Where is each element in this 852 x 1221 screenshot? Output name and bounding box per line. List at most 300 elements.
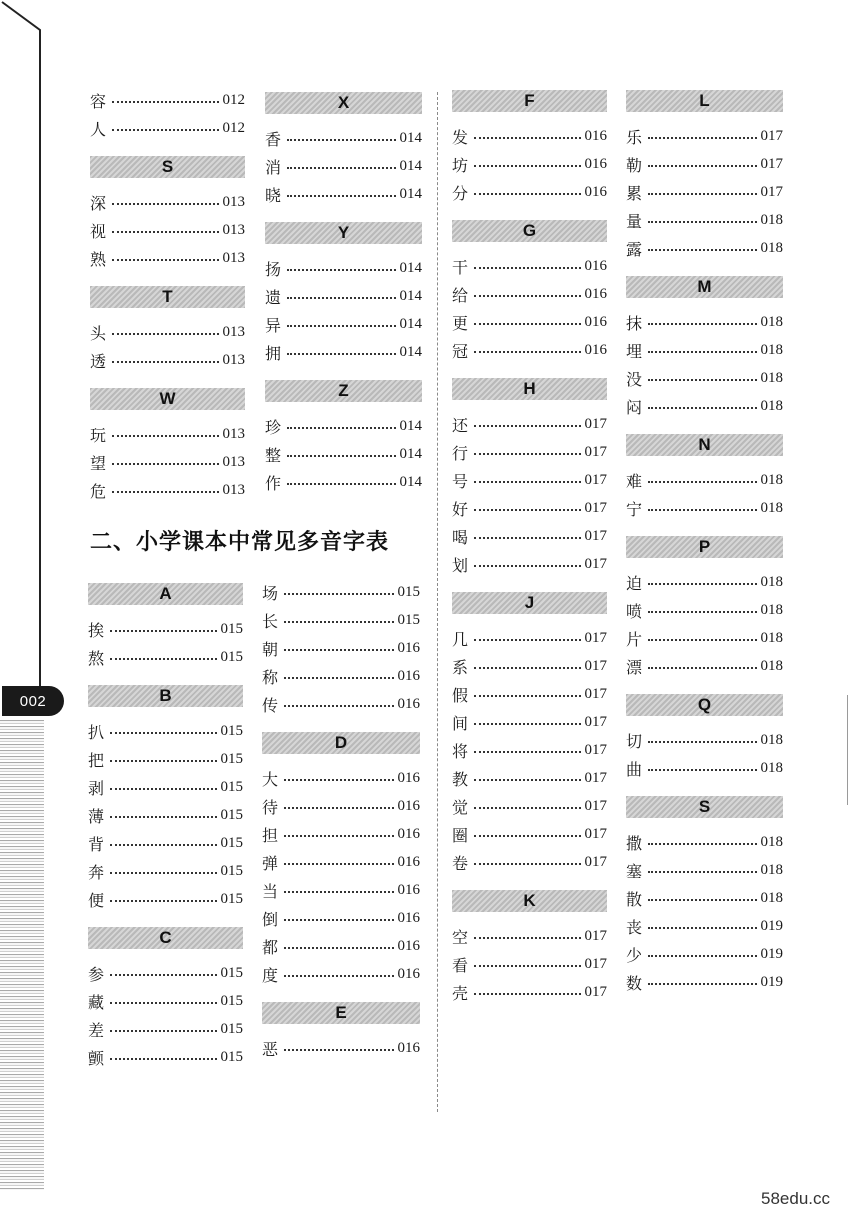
entry-character: 晓 [265,185,282,205]
entry-character: 坊 [452,155,469,175]
dot-leader [112,463,219,465]
entry-page: 016 [397,881,420,898]
dot-leader [284,649,394,651]
index-entry [626,726,783,754]
index-column-4 [262,578,420,1062]
dot-leader [648,221,757,223]
entry-character: 熬 [88,648,105,668]
entry-character: 看 [452,955,469,975]
entry-character: 倒 [262,909,279,929]
entry-character: 教 [452,769,469,789]
dot-leader [474,137,581,139]
entry-character: 几 [452,629,469,649]
dot-leader [474,639,581,641]
dot-leader [474,453,581,455]
entry-page: 014 [399,129,422,146]
index-entry [452,950,607,978]
entry-character: 少 [626,945,643,965]
entry-page: 014 [399,185,422,202]
dot-leader [112,333,219,335]
index-entry [626,150,783,178]
index-entry [90,114,245,142]
entry-character: 行 [452,443,469,463]
entry-page: 016 [584,313,607,330]
entry-page: 017 [584,471,607,488]
entry-page: 016 [397,639,420,656]
entry-character: 漂 [626,657,643,677]
entry-character: 干 [452,257,469,277]
index-entry [265,282,422,310]
entry-page: 017 [584,955,607,972]
dot-leader [648,407,757,409]
entry-character: 卷 [452,853,469,873]
entry-character: 传 [262,695,279,715]
entry-character: 便 [88,890,105,910]
entry-page: 015 [220,964,243,981]
dot-leader [284,919,394,921]
entry-character: 都 [262,937,279,957]
letter-header: L [626,90,783,112]
entry-page: 016 [397,695,420,712]
entry-character: 颤 [88,1048,105,1068]
entry-page: 012 [222,119,245,136]
dot-leader [648,667,757,669]
index-entry [88,717,243,745]
entry-character: 埋 [626,341,643,361]
index-entry [88,643,243,671]
dot-leader [474,751,581,753]
index-entry [88,1043,243,1071]
index-entry [452,736,607,764]
dot-leader [474,667,581,669]
index-entry [88,959,243,987]
index-column-6 [626,90,783,996]
section-title: 二、小学课本中常见多音字表 [90,529,390,555]
dot-leader [648,351,757,353]
entry-page: 014 [399,315,422,332]
dot-leader [284,975,394,977]
letter-header: T [90,286,245,308]
entry-page: 016 [397,797,420,814]
letter-header: G [452,220,607,242]
entry-page: 018 [760,211,783,228]
entry-page: 014 [399,259,422,276]
entry-character: 整 [265,445,282,465]
index-entry [262,764,420,792]
dot-leader [287,195,396,197]
dot-leader [648,509,757,511]
index-entry [626,912,783,940]
index-entry [90,420,245,448]
dot-leader [648,955,757,957]
dot-leader [648,137,757,139]
index-entry [90,244,245,272]
dot-leader [284,1049,394,1051]
dot-leader [474,937,581,939]
dot-leader [110,788,217,790]
entry-page: 017 [584,741,607,758]
entry-character: 还 [452,415,469,435]
entry-page: 016 [397,1039,420,1056]
entry-page: 017 [760,127,783,144]
dot-leader [110,974,217,976]
entry-character: 熟 [90,249,107,269]
entry-page: 016 [397,825,420,842]
entry-page: 013 [222,425,245,442]
entry-page: 017 [584,825,607,842]
dot-leader [474,723,581,725]
dot-leader [648,843,757,845]
dot-leader [110,630,217,632]
dot-leader [474,323,581,325]
dot-leader [112,435,219,437]
index-entry [452,792,607,820]
dot-leader [284,593,394,595]
index-entry [262,848,420,876]
entry-page: 014 [399,417,422,434]
entry-character: 扒 [88,722,105,742]
entry-character: 长 [262,611,279,631]
dot-leader [284,891,394,893]
index-column-1 [90,86,245,504]
index-entry [452,178,607,206]
dot-leader [110,1030,217,1032]
entry-page: 018 [760,759,783,776]
entry-character: 称 [262,667,279,687]
dot-leader [110,1002,217,1004]
dot-leader [287,427,396,429]
entry-character: 作 [265,473,282,493]
letter-header: M [626,276,783,298]
index-column-3 [88,583,243,1071]
index-entry [265,254,422,282]
dot-leader [474,193,581,195]
entry-page: 013 [222,323,245,340]
entry-character: 参 [88,964,105,984]
dot-leader [648,193,757,195]
entry-character: 担 [262,825,279,845]
letter-header: X [265,92,422,114]
entry-character: 透 [90,351,107,371]
dot-leader [284,621,394,623]
entry-page: 014 [399,445,422,462]
index-entry [88,745,243,773]
dot-leader [474,807,581,809]
index-entry [452,494,607,522]
index-entry [452,410,607,438]
entry-character: 好 [452,499,469,519]
entry-character: 觉 [452,797,469,817]
entry-page: 017 [584,527,607,544]
index-entry [88,801,243,829]
index-entry [90,216,245,244]
entry-page: 015 [220,890,243,907]
dot-leader [474,835,581,837]
dot-leader [474,965,581,967]
entry-character: 恶 [262,1039,279,1059]
index-entry [626,652,783,680]
index-entry [626,336,783,364]
entry-page: 013 [222,481,245,498]
entry-page: 015 [220,862,243,879]
letter-header: W [90,388,245,410]
entry-character: 数 [626,973,643,993]
dot-leader [287,353,396,355]
page-edge-strip [0,720,44,1190]
entry-character: 量 [626,211,643,231]
entry-page: 015 [220,992,243,1009]
entry-character: 冠 [452,341,469,361]
dot-leader [474,351,581,353]
index-entry [626,206,783,234]
entry-page: 013 [222,221,245,238]
entry-character: 更 [452,313,469,333]
index-entry [265,310,422,338]
entry-character: 假 [452,685,469,705]
dot-leader [648,583,757,585]
index-entry [265,180,422,208]
entry-page: 018 [760,861,783,878]
index-entry [626,234,783,262]
dot-leader [474,425,581,427]
entry-character: 异 [265,315,282,335]
dot-leader [110,844,217,846]
dot-leader [474,779,581,781]
entry-character: 弹 [262,853,279,873]
index-entry [88,857,243,885]
entry-character: 壳 [452,983,469,1003]
index-entry [88,773,243,801]
index-entry [626,122,783,150]
entry-character: 露 [626,239,643,259]
entry-character: 空 [452,927,469,947]
index-entry [265,152,422,180]
index-entry [626,308,783,336]
dot-leader [474,993,581,995]
entry-character: 差 [88,1020,105,1040]
index-entry [452,652,607,680]
dot-leader [474,295,581,297]
entry-character: 宁 [626,499,643,519]
entry-page: 017 [584,927,607,944]
index-entry [90,86,245,114]
watermark: 58edu.cc [761,1189,830,1208]
index-entry [626,494,783,522]
letter-header: E [262,1002,420,1024]
index-entry [452,764,607,792]
entry-page: 017 [760,155,783,172]
dot-leader [287,325,396,327]
entry-page: 019 [760,917,783,934]
entry-page: 016 [397,853,420,870]
dot-leader [648,983,757,985]
letter-header: P [626,536,783,558]
entry-character: 闷 [626,397,643,417]
entry-character: 拥 [265,343,282,363]
entry-character: 累 [626,183,643,203]
entry-character: 将 [452,741,469,761]
letter-header: S [90,156,245,178]
index-entry [452,336,607,364]
index-entry [452,522,607,550]
letter-header: A [88,583,243,605]
index-entry [626,754,783,782]
entry-character: 抹 [626,313,643,333]
entry-page: 015 [220,1048,243,1065]
entry-page: 019 [760,973,783,990]
dot-leader [648,639,757,641]
letter-header: S [626,796,783,818]
entry-page: 015 [220,834,243,851]
index-entry [90,318,245,346]
dot-leader [110,816,217,818]
dot-leader [287,297,396,299]
index-entry [262,662,420,690]
entry-page: 016 [397,909,420,926]
entry-character: 分 [452,183,469,203]
entry-character: 发 [452,127,469,147]
index-entry [90,448,245,476]
entry-character: 遗 [265,287,282,307]
entry-page: 018 [760,239,783,256]
dot-leader [474,509,581,511]
entry-character: 度 [262,965,279,985]
entry-page: 017 [584,797,607,814]
index-entry [452,122,607,150]
dot-leader [287,483,396,485]
entry-character: 当 [262,881,279,901]
dot-leader [474,537,581,539]
letter-header: H [452,378,607,400]
dot-leader [648,871,757,873]
dot-leader [648,481,757,483]
entry-page: 018 [760,889,783,906]
entry-character: 切 [626,731,643,751]
dot-leader [112,259,219,261]
index-entry [626,178,783,206]
index-entry [626,392,783,420]
index-entry [452,550,607,578]
entry-page: 015 [397,583,420,600]
entry-page: 017 [584,769,607,786]
dot-leader [648,249,757,251]
index-entry [262,1034,420,1062]
entry-page: 018 [760,629,783,646]
entry-page: 016 [397,937,420,954]
index-entry [626,968,783,996]
entry-page: 016 [397,769,420,786]
entry-page: 014 [399,473,422,490]
entry-character: 撒 [626,833,643,853]
index-entry [626,596,783,624]
letter-header: Y [265,222,422,244]
index-entry [265,124,422,152]
dot-leader [110,900,217,902]
entry-character: 薄 [88,806,105,826]
entry-character: 场 [262,583,279,603]
entry-page: 018 [760,573,783,590]
entry-character: 珍 [265,417,282,437]
dot-leader [112,101,219,103]
dot-leader [110,658,217,660]
entry-character: 深 [90,193,107,213]
dot-leader [284,947,394,949]
entry-character: 曲 [626,759,643,779]
entry-page: 015 [220,1020,243,1037]
entry-page: 017 [584,629,607,646]
dot-leader [474,565,581,567]
entry-page: 012 [222,91,245,108]
index-entry [262,578,420,606]
entry-character: 丧 [626,917,643,937]
dot-leader [287,139,396,141]
entry-character: 系 [452,657,469,677]
entry-character: 划 [452,555,469,575]
dot-leader [474,695,581,697]
entry-character: 号 [452,471,469,491]
dot-leader [474,267,581,269]
letter-header: C [88,927,243,949]
index-entry [452,308,607,336]
index-entry [262,876,420,904]
entry-character: 香 [265,129,282,149]
entry-page: 018 [760,397,783,414]
dot-leader [474,481,581,483]
index-entry [262,904,420,932]
index-entry [626,364,783,392]
dot-leader [112,129,219,131]
entry-page: 017 [584,685,607,702]
entry-character: 喝 [452,527,469,547]
entry-character: 待 [262,797,279,817]
index-entry [452,280,607,308]
index-entry [626,568,783,596]
index-entry [626,828,783,856]
entry-character: 把 [88,750,105,770]
entry-character: 间 [452,713,469,733]
letter-header: K [452,890,607,912]
dot-leader [648,379,757,381]
entry-page: 017 [584,499,607,516]
entry-character: 头 [90,323,107,343]
entry-page: 017 [584,443,607,460]
entry-page: 016 [397,667,420,684]
entry-page: 018 [760,313,783,330]
entry-page: 013 [222,453,245,470]
entry-character: 望 [90,453,107,473]
dot-leader [284,677,394,679]
index-entry [262,820,420,848]
index-entry [452,922,607,950]
entry-character: 勒 [626,155,643,175]
letter-header: D [262,732,420,754]
entry-page: 018 [760,731,783,748]
entry-page: 018 [760,833,783,850]
letter-header: F [452,90,607,112]
entry-character: 圈 [452,825,469,845]
entry-character: 给 [452,285,469,305]
index-entry [265,440,422,468]
entry-page: 018 [760,341,783,358]
index-entry [452,624,607,652]
entry-character: 玩 [90,425,107,445]
entry-page: 017 [584,853,607,870]
column-divider [437,92,438,1112]
index-entry [265,468,422,496]
entry-page: 014 [399,157,422,174]
entry-character: 扬 [265,259,282,279]
entry-page: 017 [584,983,607,1000]
